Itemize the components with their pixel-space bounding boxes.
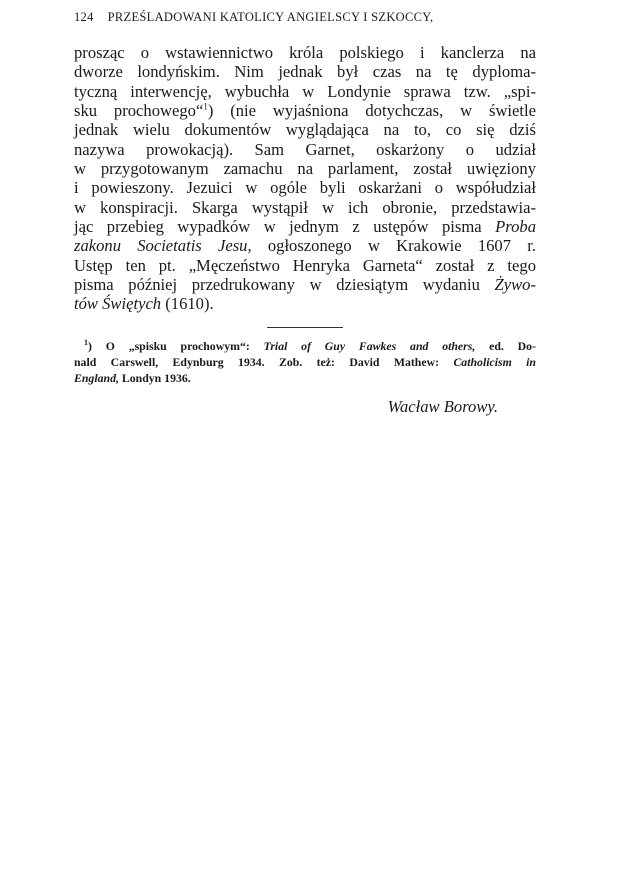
footnote-reference: 1 xyxy=(203,101,208,112)
italic-title: tów Świętych xyxy=(74,294,162,314)
body-line: w przygotowanym zamachu na parlament, został uwięziony xyxy=(74,159,536,179)
footnote xyxy=(74,338,536,387)
running-head xyxy=(74,10,536,32)
footnote-line: England, Londyn 1936. xyxy=(74,371,191,386)
body-line: w konspiracji. Skarga wystąpił w ich obronie, przedstawia- xyxy=(74,197,536,217)
author-signature: Wacław Borowy. xyxy=(387,397,498,417)
italic-title: Catholicism in xyxy=(453,355,536,370)
body-line: sku prochowego“$^1$) (nie wyjaśniona dotychczas, w świetle xyxy=(74,101,536,121)
document-page xyxy=(74,10,536,417)
italic-title: England, xyxy=(74,371,119,386)
footnote-marker: 1 xyxy=(84,337,88,347)
body-line: tów Świętych (1610). xyxy=(74,294,214,314)
italic-title: Żywo- xyxy=(494,275,536,295)
body-line: prosząc o wstawiennictwo króla polskiego i kanclerza na xyxy=(74,43,536,62)
body-line: Ustęp ten pt. „Męczeństwo Henryka Garneta“ został z tego xyxy=(74,255,536,275)
body-paragraph xyxy=(74,43,536,314)
italic-title: Proba xyxy=(495,217,536,237)
body-line: tyczną interwencję, wybuchła w Londynie sprawa tzw. „spi- xyxy=(74,81,536,101)
body-line: dworze londyńskim. Nim jednak był czas na tę dyploma- xyxy=(74,62,536,82)
body-line: nazywa prowokacją). Sam Garnet, oskarżony o udział xyxy=(74,139,536,159)
body-line: zakonu Societatis Jesu, ogłoszonego w Krakowie 1607 r. xyxy=(74,236,536,256)
italic-title: zakonu Societatis Jesu, xyxy=(74,236,252,256)
body-line: jąc przebieg wypadków w jednym z ustępów pisma Proba xyxy=(74,217,536,237)
footnote-line: nald Carswell, Edynburg 1934. Zob. też: David Mathew: Catholicism in xyxy=(74,355,536,370)
body-line: pisma później przedrukowany w dziesiątym wydaniu Żywo- xyxy=(74,275,536,295)
footnote-line: $^1$) O „spisku prochowym“: Trial of Guy Fawkes and others, ed. Do- xyxy=(84,337,536,353)
body-line: i powieszony. Jezuici w ogóle byli oskarżani o współudział xyxy=(74,178,536,198)
body-line: jednak wielu dokumentów wyglądająca na to, co się dziś xyxy=(74,120,536,140)
page-number: 124 xyxy=(74,10,94,24)
running-title: PRZEŚLADOWANI KATOLICY ANGIELSCY I SZKOCCY, xyxy=(107,10,434,24)
italic-title: Trial of Guy Fawkes and others, xyxy=(263,338,476,353)
footnote-rule xyxy=(267,327,343,328)
